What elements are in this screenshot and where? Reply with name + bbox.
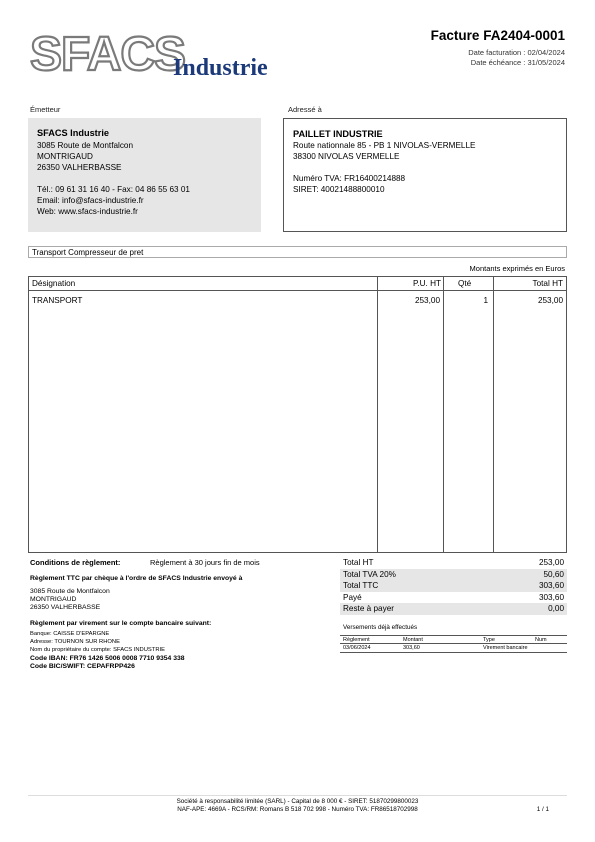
- currency-note: Montants exprimés en Euros: [469, 264, 565, 273]
- logo-sub: Industrie: [173, 55, 268, 81]
- logo-word: SFACS: [30, 30, 186, 81]
- payment-header-num: Num: [535, 637, 547, 643]
- cheque-address3: 26350 VALHERBASSE: [30, 604, 101, 611]
- table-header-divider: [29, 290, 566, 291]
- payment-header-reglement: Règlement: [343, 637, 370, 643]
- recipient-label: Adressé à: [288, 105, 322, 114]
- total-label: Reste à payer: [343, 604, 394, 613]
- footer-line2: NAF-APE: 4669A - RCS/RM: Romans B 518 702 998 - Numéro TVA: FR86518702998: [177, 806, 418, 813]
- row-designation: TRANSPORT: [32, 296, 83, 305]
- header-designation: Désignation: [32, 279, 76, 288]
- invoice-due-date: Date échéance : 31/05/2024: [470, 58, 565, 67]
- iban: Code IBAN: FR76 1426 5006 0008 7710 9354 338: [30, 655, 185, 662]
- recipient-name: PAILLET INDUSTRIE: [293, 129, 383, 139]
- recipient-address2: 38300 NIVOLAS VERMELLE: [293, 152, 400, 161]
- sender-address1: 3085 Route de Montfalcon: [37, 141, 134, 150]
- total-value: 303,60: [538, 592, 564, 602]
- payment-header-type: Type: [483, 637, 495, 643]
- header-quantity: Qté: [458, 279, 472, 288]
- payment-amount: 303,60: [403, 645, 420, 651]
- total-row: [340, 557, 567, 569]
- sender-box: [28, 118, 261, 232]
- column-divider: [377, 277, 378, 552]
- total-row: [340, 580, 567, 592]
- payments-header: [340, 635, 567, 644]
- total-row: [340, 603, 567, 615]
- payments-title: Versements déjà effectués: [343, 624, 418, 631]
- total-label: Total TVA 20%: [343, 569, 396, 579]
- payment-date: 03/06/2024: [343, 645, 371, 651]
- invoice-subject: Transport Compresseur de pret: [28, 246, 567, 258]
- row-quantity: 1: [483, 296, 488, 305]
- cheque-title: Règlement TTC par chèque à l'ordre de SFACS Industrie envoyé à: [30, 575, 243, 582]
- header-total: Total HT: [532, 279, 563, 288]
- recipient-siret: SIRET: 40021488800010: [293, 185, 385, 194]
- sender-address2: MONTRIGAUD: [37, 152, 93, 161]
- recipient-tva: Numéro TVA: FR16400214888: [293, 174, 406, 183]
- header-unit-price: P.U. HT: [412, 279, 441, 288]
- column-divider: [493, 277, 494, 552]
- conditions-label: Conditions de règlement:: [30, 558, 121, 567]
- total-value: 253,00: [538, 558, 564, 567]
- total-row: [340, 569, 567, 581]
- total-row: [340, 592, 567, 604]
- row-total: 253,00: [537, 296, 563, 305]
- account-owner: Nom du propriétaire du compte: SFACS INDUSTRIE: [30, 647, 165, 653]
- footer-line1: Société à responsabilité limitée (SARL) - Capital de 8 000 € - SIRET: 51870299800023: [176, 798, 419, 805]
- virement-title: Règlement par virement sur le compte bancaire suivant:: [30, 620, 212, 627]
- bic: Code BIC/SWIFT: CEPAFRPP426: [30, 663, 135, 670]
- cheque-address2: MONTRIGAUD: [30, 596, 77, 603]
- footer-divider: [28, 795, 567, 796]
- payment-header-montant: Montant: [403, 637, 423, 643]
- sender-address3: 26350 VALHERBASSE: [37, 163, 122, 172]
- sender-label: Émetteur: [30, 105, 61, 114]
- total-label: Total HT: [343, 558, 374, 567]
- row-unit-price: 253,00: [414, 296, 440, 305]
- invoice-title: Facture FA2404-0001: [430, 28, 565, 43]
- sender-web: Web: www.sfacs-industrie.fr: [37, 207, 138, 216]
- invoice-date: Date facturation : 02/04/2024: [468, 48, 565, 57]
- total-label: Total TTC: [343, 581, 379, 590]
- recipient-address1: Route nationnale 85 - PB 1 NIVOLAS-VERMELLE: [293, 141, 476, 150]
- page-number: 1 / 1: [536, 806, 549, 813]
- sender-name: SFACS Industrie: [37, 128, 109, 138]
- column-divider: [443, 277, 444, 552]
- cheque-address1: 3085 Route de Montfalcon: [30, 588, 110, 595]
- items-table: [28, 276, 567, 553]
- payment-type: Virement bancaire: [483, 645, 528, 651]
- total-value: 0,00: [548, 604, 564, 613]
- total-value: 303,60: [538, 581, 564, 590]
- total-label: Payé: [343, 592, 362, 602]
- company-logo: [30, 30, 290, 82]
- bank-name: Banque: CAISSE D'EPARGNE: [30, 631, 110, 637]
- bank-address: Adresse: TOURNON SUR RHONE: [30, 639, 120, 645]
- payment-row: [340, 644, 567, 653]
- conditions-value: Règlement à 30 jours fin de mois: [150, 558, 260, 567]
- recipient-box: [283, 118, 567, 232]
- total-value: 50,60: [543, 569, 564, 579]
- sender-phone: Tél.: 09 61 31 16 40 - Fax: 04 86 55 63 01: [37, 185, 190, 194]
- sender-email: Email: info@sfacs-industrie.fr: [37, 196, 144, 205]
